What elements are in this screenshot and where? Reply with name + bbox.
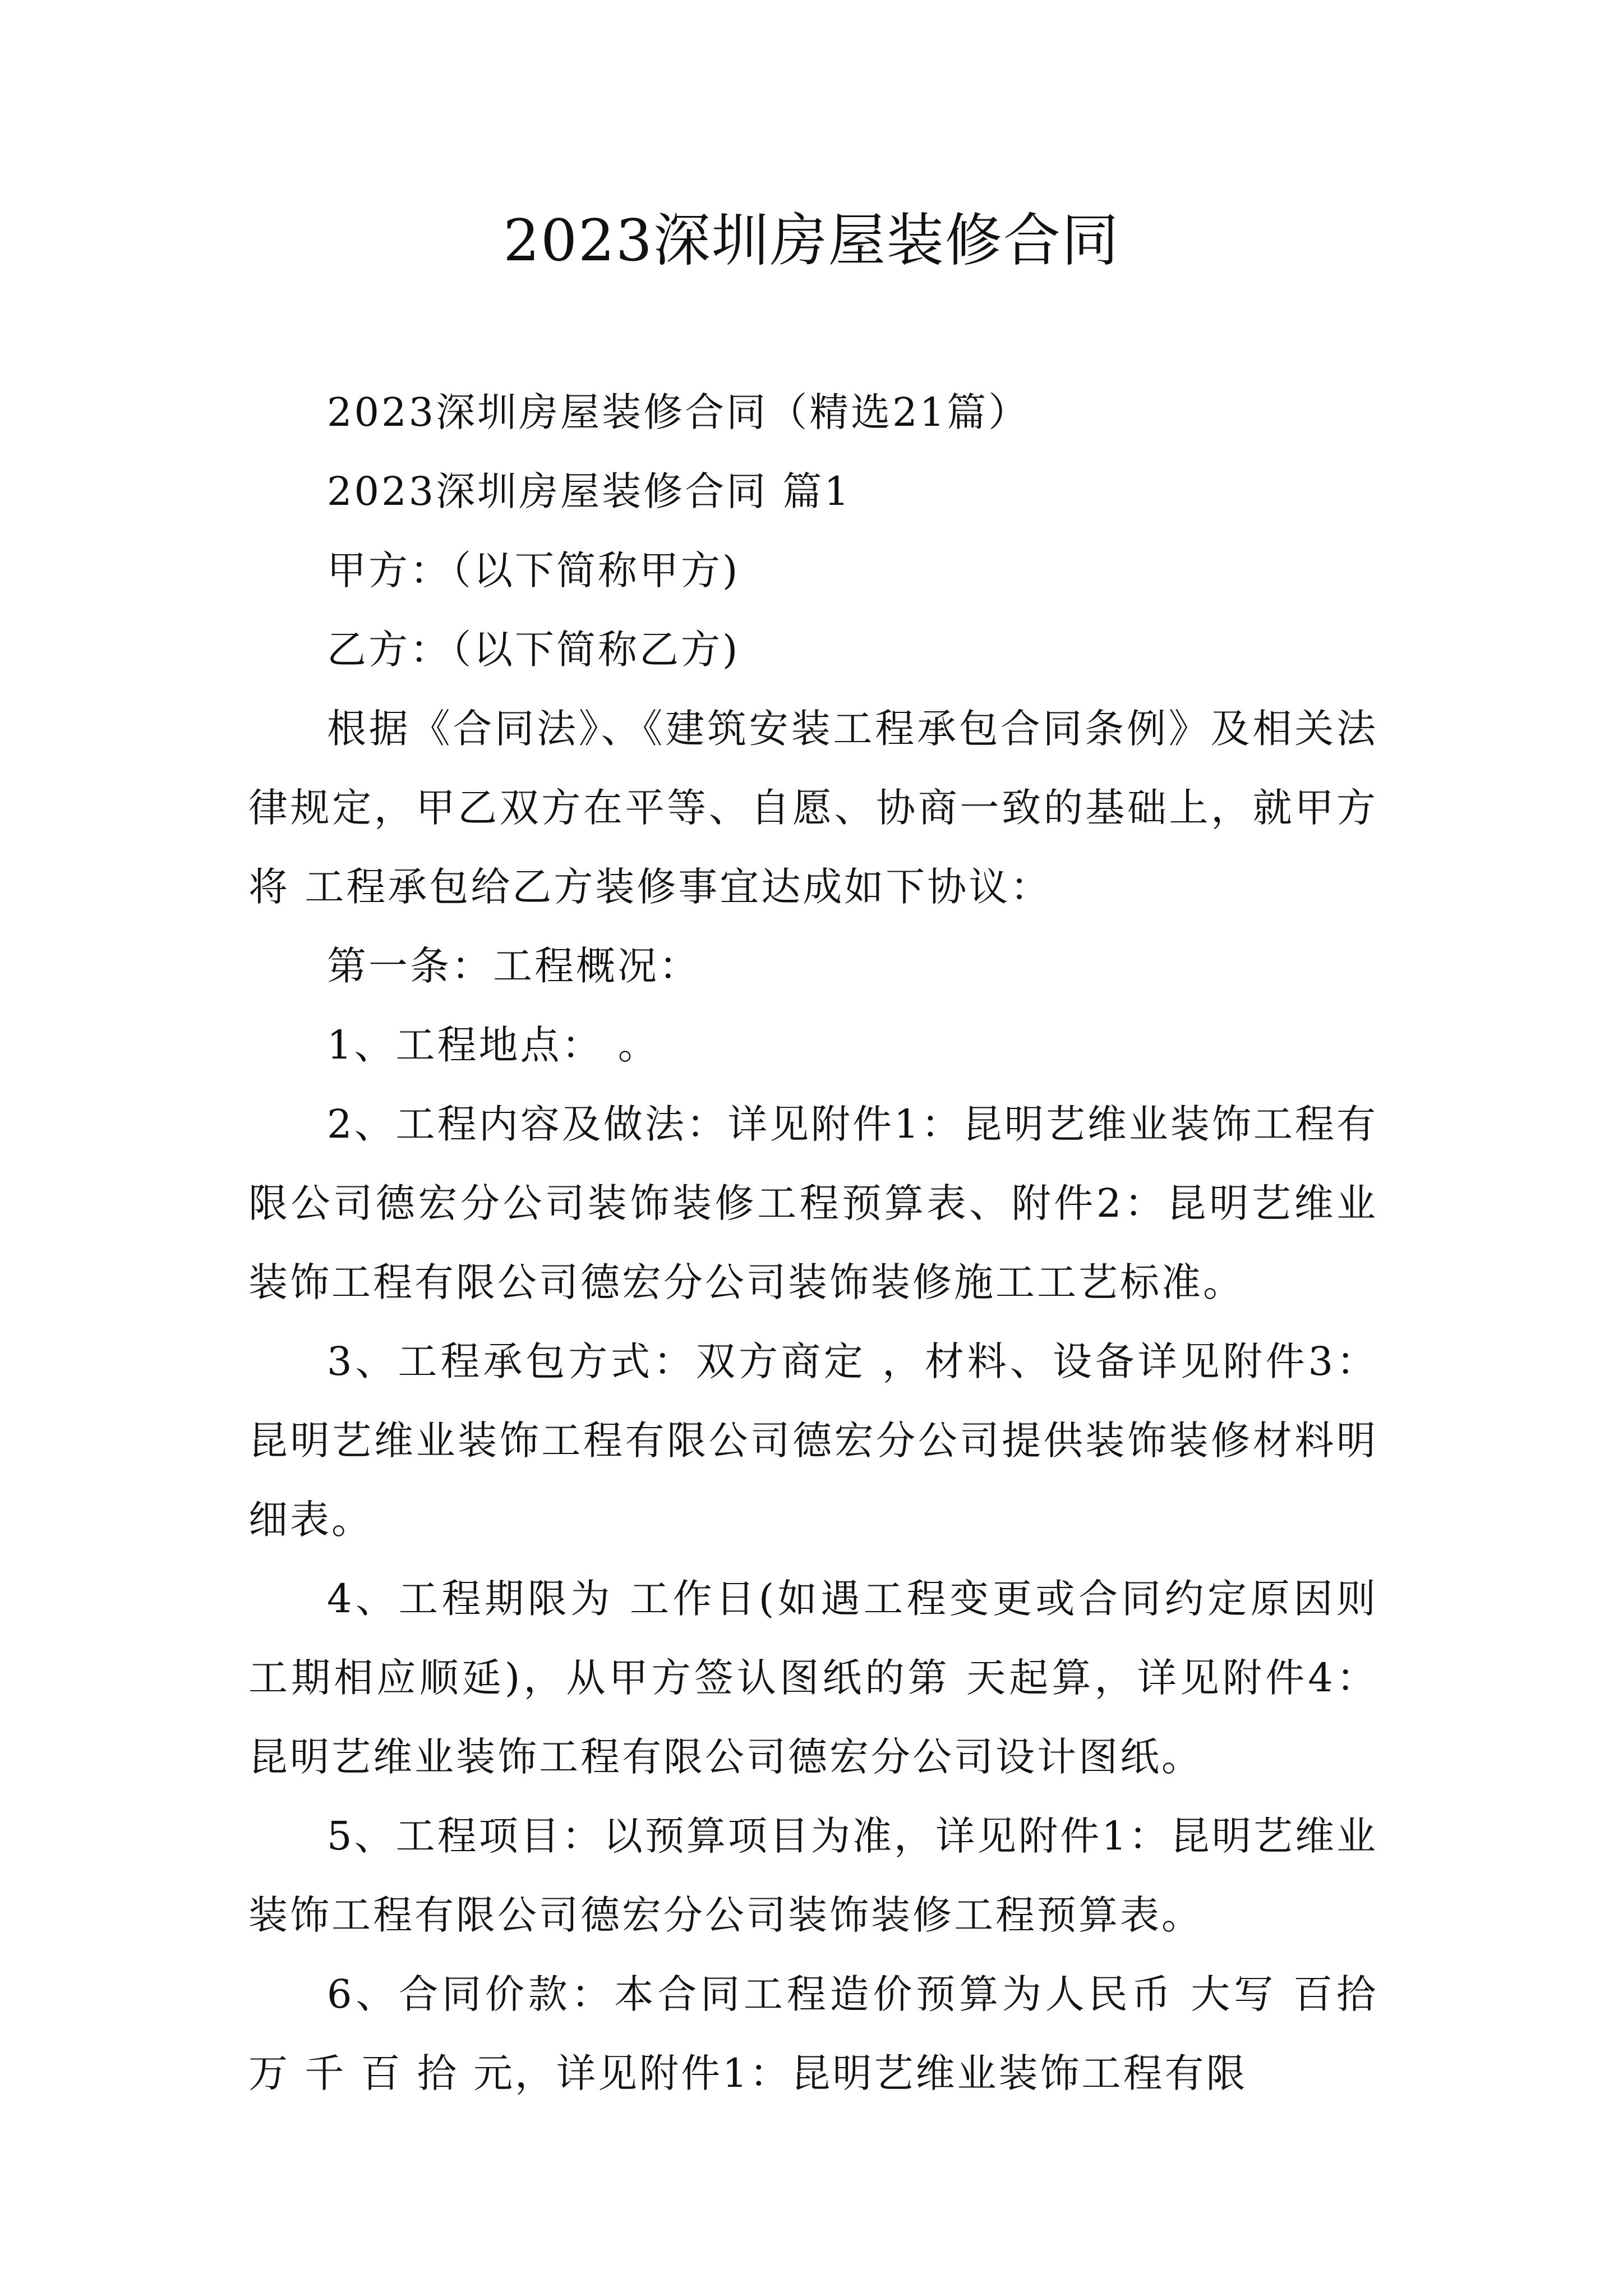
paragraph-item-5: 5、工程项目：以预算项目为准，详见附件1：昆明艺维业装饰工程有限公司德宏分公司装饰装修工程预算表。 [248,1813,1378,1938]
paragraph-item-4: 4、工程期限为 工作日(如遇工程变更或合同约定原因则工期相应顺延)，从甲方签认图纸的第 天起算，详见附件4：昆明艺维业装饰工程有限公司德宏分公司设计图纸。 [248,1576,1378,1780]
paragraph-item-2: 2、工程内容及做法：详见附件1：昆明艺维业装饰工程有限公司德宏分公司装饰装修工程预算表、附件2：昆明艺维业装饰工程有限公司德宏分公司装饰装修施工工艺标准。 [248,1101,1378,1305]
document-title: 2023深圳房屋装修合同 [503,208,1120,274]
paragraph-article-one: 第一条：工程概况： [327,943,700,989]
document-body [248,373,1378,2113]
paragraph-item-3: 3、工程承包方式：双方商定 ，材料、设备详见附件3：昆明艺维业装饰工程有限公司德宏分公司提供装饰装修材料明细表。 [248,1338,1378,1543]
paragraph-party-b: 乙方：（以下简称乙方) [327,627,740,673]
paragraph-item-6: 6、合同价款：本合同工程造价预算为人民币 大写 百拾 万 千 百 拾 元，详见附件1：昆明艺维业装饰工程有限 [248,1971,1378,2096]
paragraph-section-title: 2023深圳房屋装修合同 篇1 [327,468,851,514]
paragraph-party-a: 甲方：（以下简称甲方) [327,547,740,593]
paragraph-item-1: 1、工程地点： 。 [327,1022,660,1068]
paragraph-heading: 2023深圳房屋装修合同（精选21篇） [327,389,1030,435]
paragraph-preamble: 根据《合同法》、《建筑安装工程承包合同条例》及相关法律规定，甲乙双方在平等、自愿、协商一致的基础上，就甲方将 工程承包给乙方装修事宜达成如下协议： [248,706,1378,910]
